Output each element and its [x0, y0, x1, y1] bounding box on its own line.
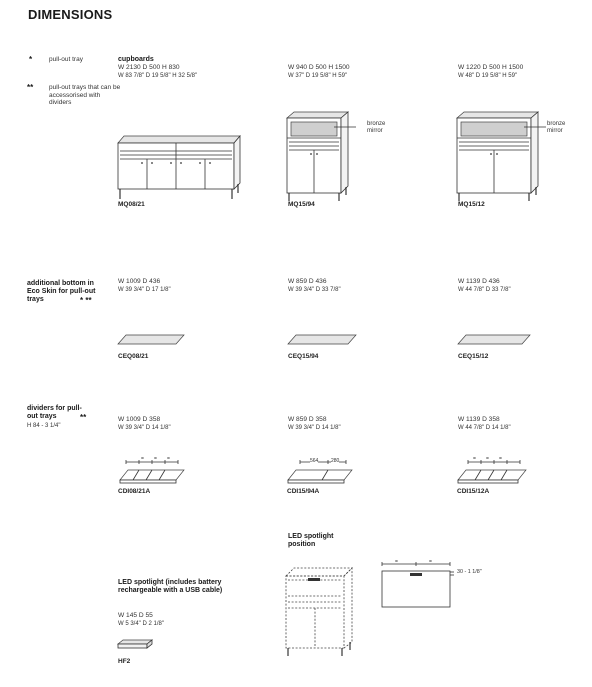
divider-3-imperial: W 44 7/8" D 14 1/8" [458, 425, 511, 431]
legend-text-double: pull-out trays that can be accessorised with dividers [49, 84, 121, 107]
cupboard-1-imperial: W 83 7/8" D 19 5/8" H 32 5/8" [118, 73, 198, 79]
cupboard-3-code: MQ15/12 [458, 201, 485, 208]
row-bottom-stars: * ** [80, 296, 92, 305]
bottom-panel-drawing-1 [116, 334, 186, 346]
divider-2-imperial: W 39 3/4" D 14 1/8" [288, 425, 341, 431]
divider-3-dim-2: = [486, 456, 489, 462]
divider-3-metric: W 1139 D 358 [458, 416, 500, 423]
bottom-3-metric: W 1139 D 436 [458, 278, 500, 285]
cupboard-3-imperial: W 48" D 19 5/8" H 59" [458, 73, 518, 79]
bottom-1-imperial: W 39 3/4" D 17 1/8" [118, 287, 171, 293]
row-dividers-height: H 84 - 3 1/4" [27, 423, 61, 429]
cupboard-1-code: MQ08/21 [118, 201, 145, 208]
divider-1-code: CDI08/21A [118, 488, 151, 495]
led-position-dim-2: = [429, 559, 432, 565]
cupboard-2-code: MQ15/94 [288, 201, 315, 208]
divider-3-dim-1: = [473, 456, 476, 462]
led-metric: W 145 D 55 [118, 612, 153, 619]
divider-drawing-2 [286, 458, 354, 484]
cupboard-tall-drawing-1 [284, 110, 352, 202]
bottom-panel-drawing-2 [286, 334, 358, 346]
cupboard-wide-drawing [114, 133, 244, 203]
row-dividers-stars: ** [80, 413, 87, 422]
bottom-3-imperial: W 44 7/8" D 33 7/8" [458, 287, 511, 293]
led-position-front-drawing [376, 561, 456, 611]
divider-1-dim-3: = [167, 456, 170, 462]
divider-1-metric: W 1009 D 358 [118, 416, 161, 423]
page-title: DIMENSIONS [28, 7, 113, 22]
led-label: LED spotlight (includes battery rechargeable with a USB cable) [118, 579, 223, 595]
led-position-label: LED spotlight position [288, 533, 334, 549]
cupboard-2-annotation: bronze mirror [367, 121, 386, 134]
divider-3-code: CDI15/12A [457, 488, 490, 495]
row-label-bottom: additional bottom in Eco Skin for pull-out trays [27, 280, 96, 304]
cupboard-1-metric: W 2130 D 500 H 830 [118, 64, 180, 71]
bottom-panel-drawing-3 [456, 334, 532, 346]
divider-drawing-3 [456, 458, 528, 484]
divider-2-metric: W 859 D 358 [288, 416, 327, 423]
divider-2-dim-2: 280 [331, 458, 340, 464]
divider-2-code: CDI15/94A [287, 488, 320, 495]
legend-text-single: pull-out tray [49, 56, 83, 63]
cupboard-3-metric: W 1220 D 500 H 1500 [458, 64, 524, 71]
led-spotlight-drawing [116, 638, 156, 652]
divider-1-dim-1: = [141, 456, 144, 462]
divider-1-imperial: W 39 3/4" D 14 1/8" [118, 425, 171, 431]
cupboard-tall-drawing-2 [454, 110, 542, 202]
row-label-cupboards: cupboards [118, 56, 154, 63]
led-position-dim-1: = [395, 559, 398, 565]
bottom-1-metric: W 1009 D 436 [118, 278, 161, 285]
cupboard-3-annotation: bronze mirror [547, 121, 566, 134]
led-code: HF2 [118, 658, 131, 665]
bottom-1-code: CEQ08/21 [118, 353, 149, 360]
row-label-dividers: dividers for pull-out trays [27, 405, 82, 421]
bottom-2-imperial: W 39 3/4" D 33 7/8" [288, 287, 341, 293]
cupboard-2-imperial: W 37" D 19 5/8" H 59" [288, 73, 348, 79]
legend-symbol-single: * [29, 55, 33, 64]
led-position-cupboard-drawing [282, 566, 358, 658]
divider-3-dim-3: = [499, 456, 502, 462]
bottom-3-code: CEQ15/12 [458, 353, 489, 360]
cupboard-2-metric: W 940 D 500 H 1500 [288, 64, 350, 71]
divider-2-dim-1: 564 [310, 458, 319, 464]
led-position-height: 30 - 1 1/8" [457, 569, 482, 575]
led-imperial: W 5 3/4" D 2 1/8" [118, 621, 164, 627]
divider-drawing-1 [118, 458, 186, 484]
legend-symbol-double: ** [27, 83, 34, 92]
divider-1-dim-2: = [154, 456, 157, 462]
bottom-2-code: CEQ15/94 [288, 353, 319, 360]
bottom-2-metric: W 859 D 436 [288, 278, 327, 285]
